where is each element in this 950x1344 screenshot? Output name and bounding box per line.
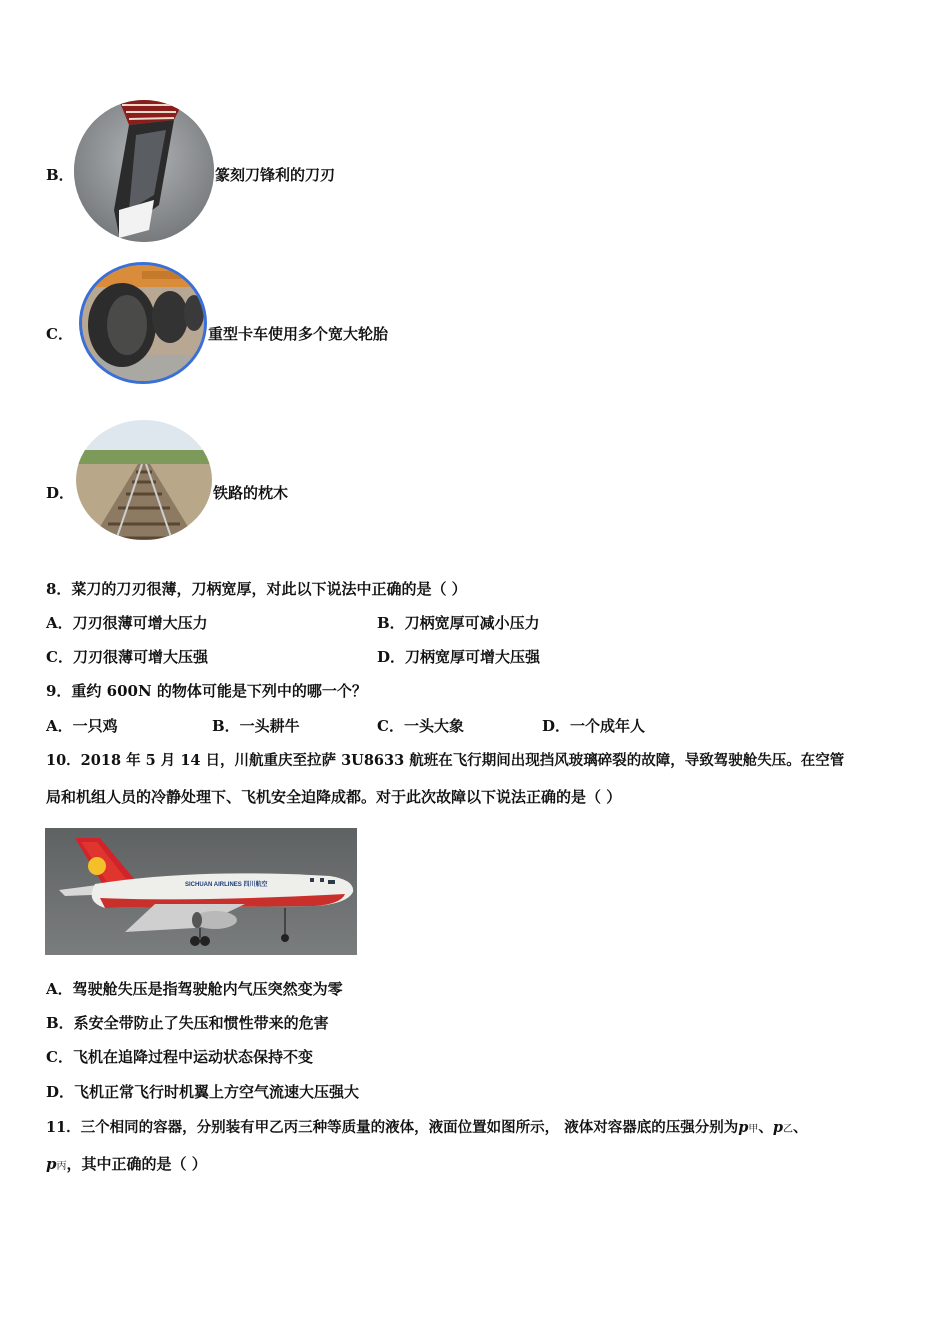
railway-illustration: [76, 420, 212, 540]
subscript-jia: 甲: [748, 1124, 759, 1135]
q11-stem-line1: [46, 1116, 808, 1137]
q8-option-c: C．刀刃很薄可增大压强: [46, 648, 208, 666]
q9-option-a: A．一只鸡: [46, 717, 118, 735]
q7-option-b-text: 篆刻刀锋利的刀刃: [215, 166, 336, 184]
q7-option-d-letter: D．: [46, 484, 75, 502]
p-symbol-yi: p: [772, 1119, 784, 1136]
separator-2: 、: [793, 1119, 808, 1136]
q11-stem-line2: [46, 1153, 207, 1174]
q7-option-c-letter: C．: [46, 325, 73, 343]
q8-option-a: A．刀刃很薄可增大压力: [46, 614, 208, 632]
p-symbol-jia: p: [738, 1119, 749, 1136]
p-symbol-bing: p: [46, 1155, 57, 1173]
q9-option-d: D．一个成年人: [542, 717, 646, 735]
q9-option-b: B．一头耕牛: [212, 717, 300, 735]
q11-stem-part2: ，其中正确的是（ ）: [66, 1155, 207, 1173]
separator-1: 、: [758, 1119, 773, 1136]
carving-knife-illustration: [74, 100, 214, 242]
q10-stem-line2: 局和机组人员的冷静处理下、飞机安全迫降成都。对于此次故障以下说法正确的是（ ）: [46, 788, 622, 806]
q10-stem-line1: 10．2018 年 5 月 14 日，川航重庆至拉萨 3U8633 航班在飞行期间出现挡风玻璃碎裂的故障，导致驾驶舱失压。在空管: [46, 752, 845, 769]
q10-option-d: D．飞机正常飞行时机翼上方空气流速大压强大: [46, 1083, 360, 1101]
q8-stem: 8．菜刀的刀刃很薄，刀柄宽厚，对此以下说法中正确的是（ ）: [46, 580, 467, 598]
q9-option-c: C．一头大象: [377, 717, 464, 735]
subscript-bing: 丙: [56, 1161, 67, 1172]
carving-knife-image: [74, 100, 214, 242]
truck-tires-image: [79, 262, 207, 384]
q10-option-c: C．飞机在追降过程中运动状态保持不变: [46, 1048, 313, 1066]
q9-stem: 9．重约 600N 的物体可能是下列中的哪一个？: [46, 682, 367, 700]
q7-option-b-letter: B．: [46, 166, 74, 184]
q8-option-b: B．刀柄宽厚可减小压力: [377, 614, 540, 632]
q7-option-d-text: 铁路的枕木: [213, 484, 289, 502]
truck-tires-illustration: [82, 265, 204, 381]
q11-stem-part1: 11．三个相同的容器，分别装有甲乙丙三种等质量的液体，液面位置如图所示， 液体对容器底的压强分别为: [46, 1119, 739, 1136]
airplane-image: [45, 828, 357, 955]
railway-sleepers-image: [76, 420, 212, 540]
airline-lettering: SICHUAN AIRLINES 四川航空: [185, 882, 268, 888]
q8-option-d: D．刀柄宽厚可增大压强: [377, 648, 541, 666]
q7-option-c-text: 重型卡车使用多个宽大轮胎: [208, 325, 389, 343]
q10-option-b: B．系安全带防止了失压和惯性带来的危害: [46, 1014, 329, 1032]
airplane-illustration: [45, 828, 357, 955]
q10-option-a: A．驾驶舱失压是指驾驶舱内气压突然变为零: [46, 980, 343, 998]
subscript-yi: 乙: [783, 1124, 794, 1135]
